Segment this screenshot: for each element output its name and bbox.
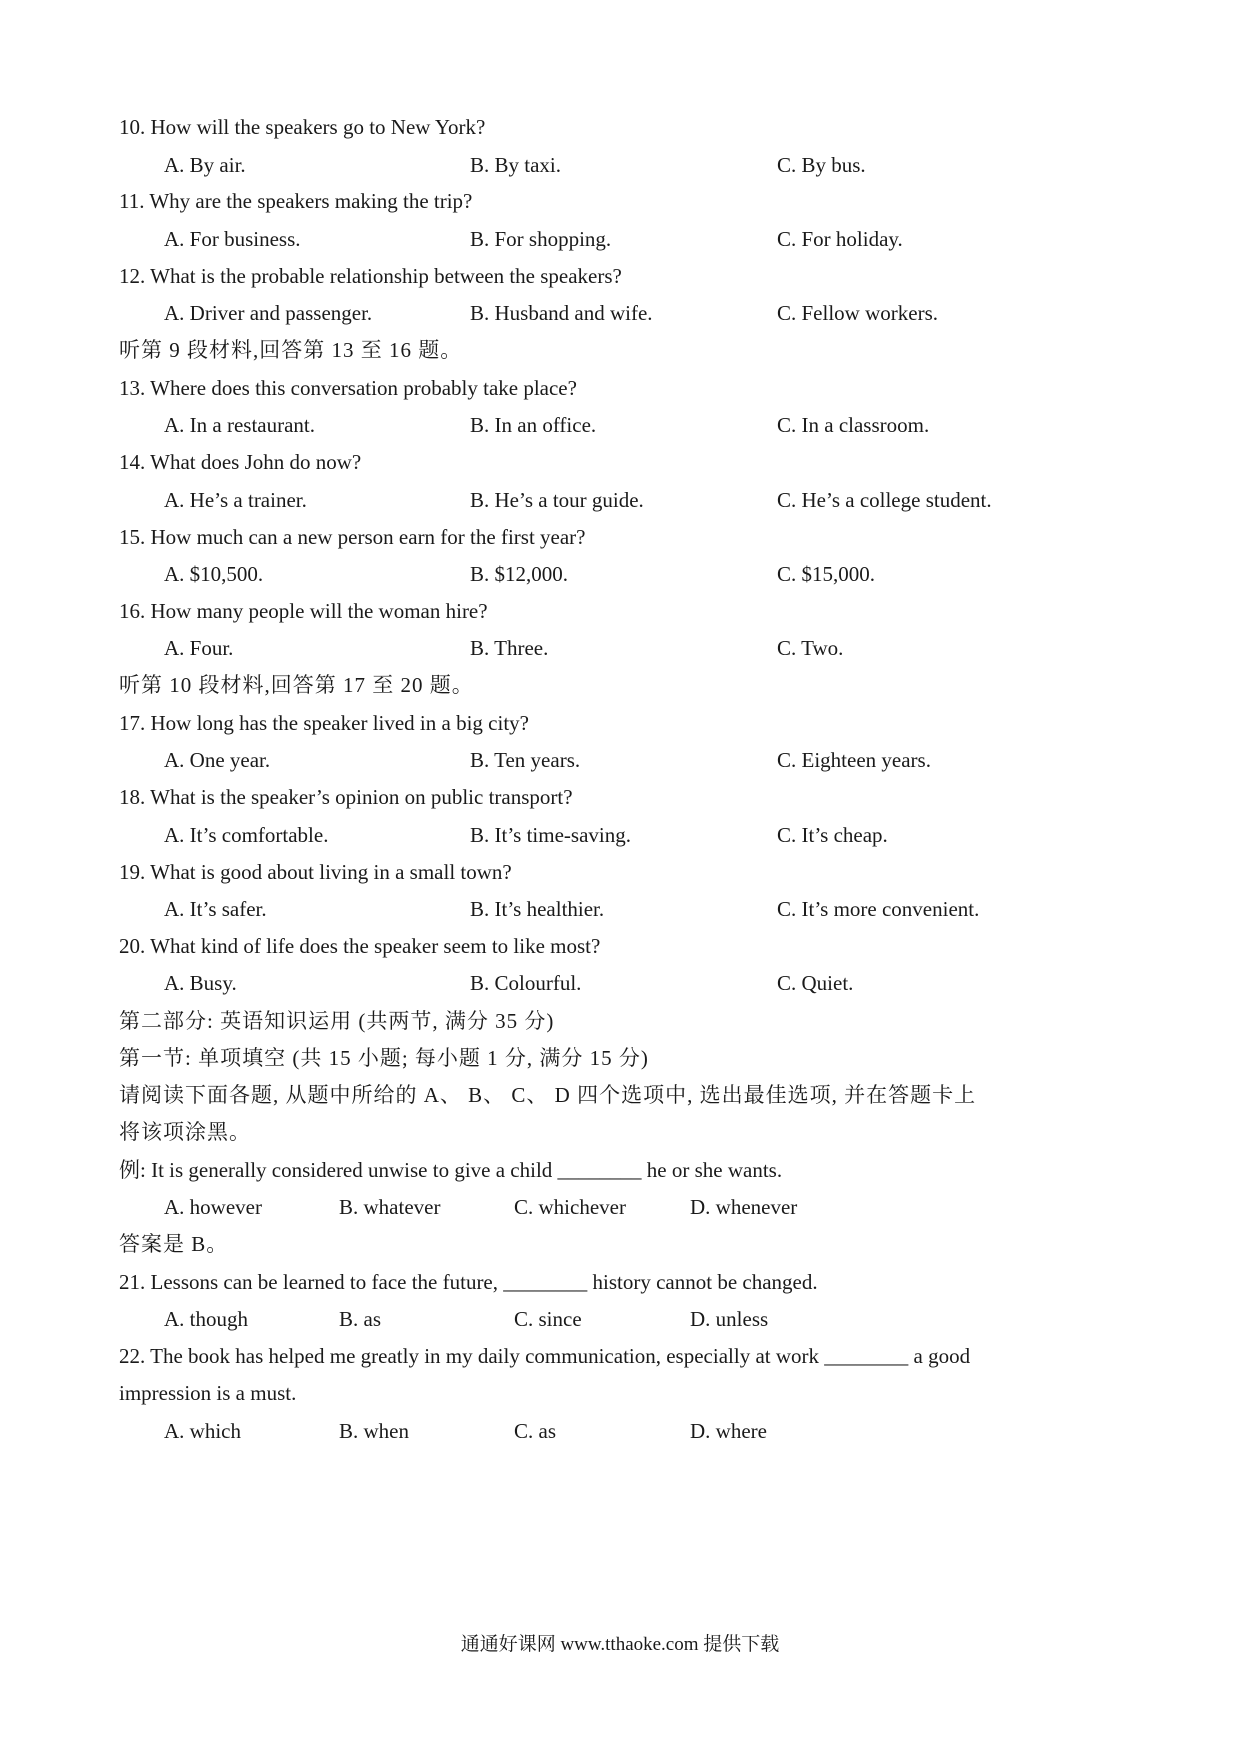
example-option-d: D. whenever: [690, 1195, 798, 1219]
question-12-option-c: C. Fellow workers.: [777, 301, 938, 325]
question-10-option-b: B. By taxi.: [470, 153, 562, 177]
question-14-option-b: B. He’s a tour guide.: [470, 488, 644, 512]
question-17-option-a: A. One year.: [164, 748, 271, 772]
question-22-option-d: D. where: [690, 1419, 767, 1443]
question-20-option-c: C. Quiet.: [777, 971, 854, 995]
question-10-option-c: C. By bus.: [777, 153, 866, 177]
question-18-option-b: B. It’s time-saving.: [470, 823, 631, 847]
question-11-option-c: C. For holiday.: [777, 227, 903, 251]
question-19-stem: 19. What is good about living in a small town?: [119, 860, 512, 884]
question-18-stem: 18. What is the speaker’s opinion on public transport?: [119, 785, 573, 809]
question-13-option-a: A. In a restaurant.: [164, 413, 316, 437]
question-16-option-a: A. Four.: [164, 636, 234, 660]
question-15-stem: 15. How much can a new person earn for the first year?: [119, 525, 586, 549]
question-12-stem: 12. What is the probable relationship between the speakers?: [119, 264, 622, 288]
question-14-stem: 14. What does John do now?: [119, 450, 362, 474]
question-13-stem: 13. Where does this conversation probably take place?: [119, 376, 577, 400]
question-18-option-a: A. It’s comfortable.: [164, 823, 329, 847]
section-heading-part-9: 听第 9 段材料,回答第 13 至 16 题。: [119, 338, 463, 362]
question-17-stem: 17. How long has the speaker lived in a big city?: [119, 711, 529, 735]
question-12-option-a: A. Driver and passenger.: [164, 301, 373, 325]
question-20-option-b: B. Colourful.: [470, 971, 582, 995]
question-17-option-c: C. Eighteen years.: [777, 748, 931, 772]
example-option-c: C. whichever: [514, 1195, 626, 1219]
question-13-option-b: B. In an office.: [470, 413, 597, 437]
section-heading-part-10: 听第 10 段材料,回答第 17 至 20 题。: [119, 673, 474, 697]
question-11-option-b: B. For shopping.: [470, 227, 612, 251]
question-15-option-b: B. $12,000.: [470, 562, 569, 586]
question-17-option-b: B. Ten years.: [470, 748, 581, 772]
question-10-option-a: A. By air.: [164, 153, 246, 177]
question-14-option-a: A. He’s a trainer.: [164, 488, 307, 512]
question-22-option-c: C. as: [514, 1419, 556, 1443]
question-11-stem: 11. Why are the speakers making the trip?: [119, 189, 473, 213]
question-21-option-d: D. unless: [690, 1307, 769, 1331]
question-18-option-c: C. It’s cheap.: [777, 823, 888, 847]
question-14-option-c: C. He’s a college student.: [777, 488, 992, 512]
question-19-option-b: B. It’s healthier.: [470, 897, 605, 921]
question-13-option-c: C. In a classroom.: [777, 413, 930, 437]
example-stem: 例: It is generally considered unwise to give a child ________ he or she wants.: [119, 1158, 783, 1182]
question-15-option-a: A. $10,500.: [164, 562, 264, 586]
part-2-title: 第二部分: 英语知识运用 (共两节, 满分 35 分): [119, 1009, 555, 1033]
question-10-stem: 10. How will the speakers go to New York?: [119, 115, 486, 139]
instruction-line-2: 将该项涂黑。: [119, 1120, 251, 1144]
question-21-stem: 21. Lessons can be learned to face the future, ________ history cannot be changed.: [119, 1270, 818, 1294]
question-19-option-c: C. It’s more convenient.: [777, 897, 980, 921]
instruction-line-1: 请阅读下面各题, 从题中所给的 A、 B、 C、 D 四个选项中, 选出最佳选项, 并在答题卡上: [119, 1083, 977, 1107]
question-21-option-a: A. though: [164, 1307, 248, 1331]
question-21-option-c: C. since: [514, 1307, 582, 1331]
example-answer: 答案是 B。: [119, 1232, 229, 1256]
question-22-option-a: A. which: [164, 1419, 241, 1443]
question-16-stem: 16. How many people will the woman hire?: [119, 599, 488, 623]
question-16-option-b: B. Three.: [470, 636, 549, 660]
question-22-stem-line-2: impression is a must.: [119, 1381, 297, 1405]
example-option-a: A. however: [164, 1195, 262, 1219]
question-12-option-b: B. Husband and wife.: [470, 301, 653, 325]
question-19-option-a: A. It’s safer.: [164, 897, 267, 921]
question-15-option-c: C. $15,000.: [777, 562, 876, 586]
question-11-option-a: A. For business.: [164, 227, 301, 251]
section-1-title: 第一节: 单项填空 (共 15 小题; 每小题 1 分, 满分 15 分): [119, 1046, 649, 1070]
page-footer: 通通好课网 www.tthaoke.com 提供下载: [460, 1634, 780, 1655]
question-16-option-c: C. Two.: [777, 636, 844, 660]
question-21-option-b: B. as: [339, 1307, 381, 1331]
question-22-stem-line-1: 22. The book has helped me greatly in my daily communication, especially at work ________ a good: [119, 1344, 971, 1368]
example-option-b: B. whatever: [339, 1195, 441, 1219]
question-20-stem: 20. What kind of life does the speaker seem to like most?: [119, 934, 601, 958]
question-20-option-a: A. Busy.: [164, 971, 237, 995]
question-22-option-b: B. when: [339, 1419, 409, 1443]
